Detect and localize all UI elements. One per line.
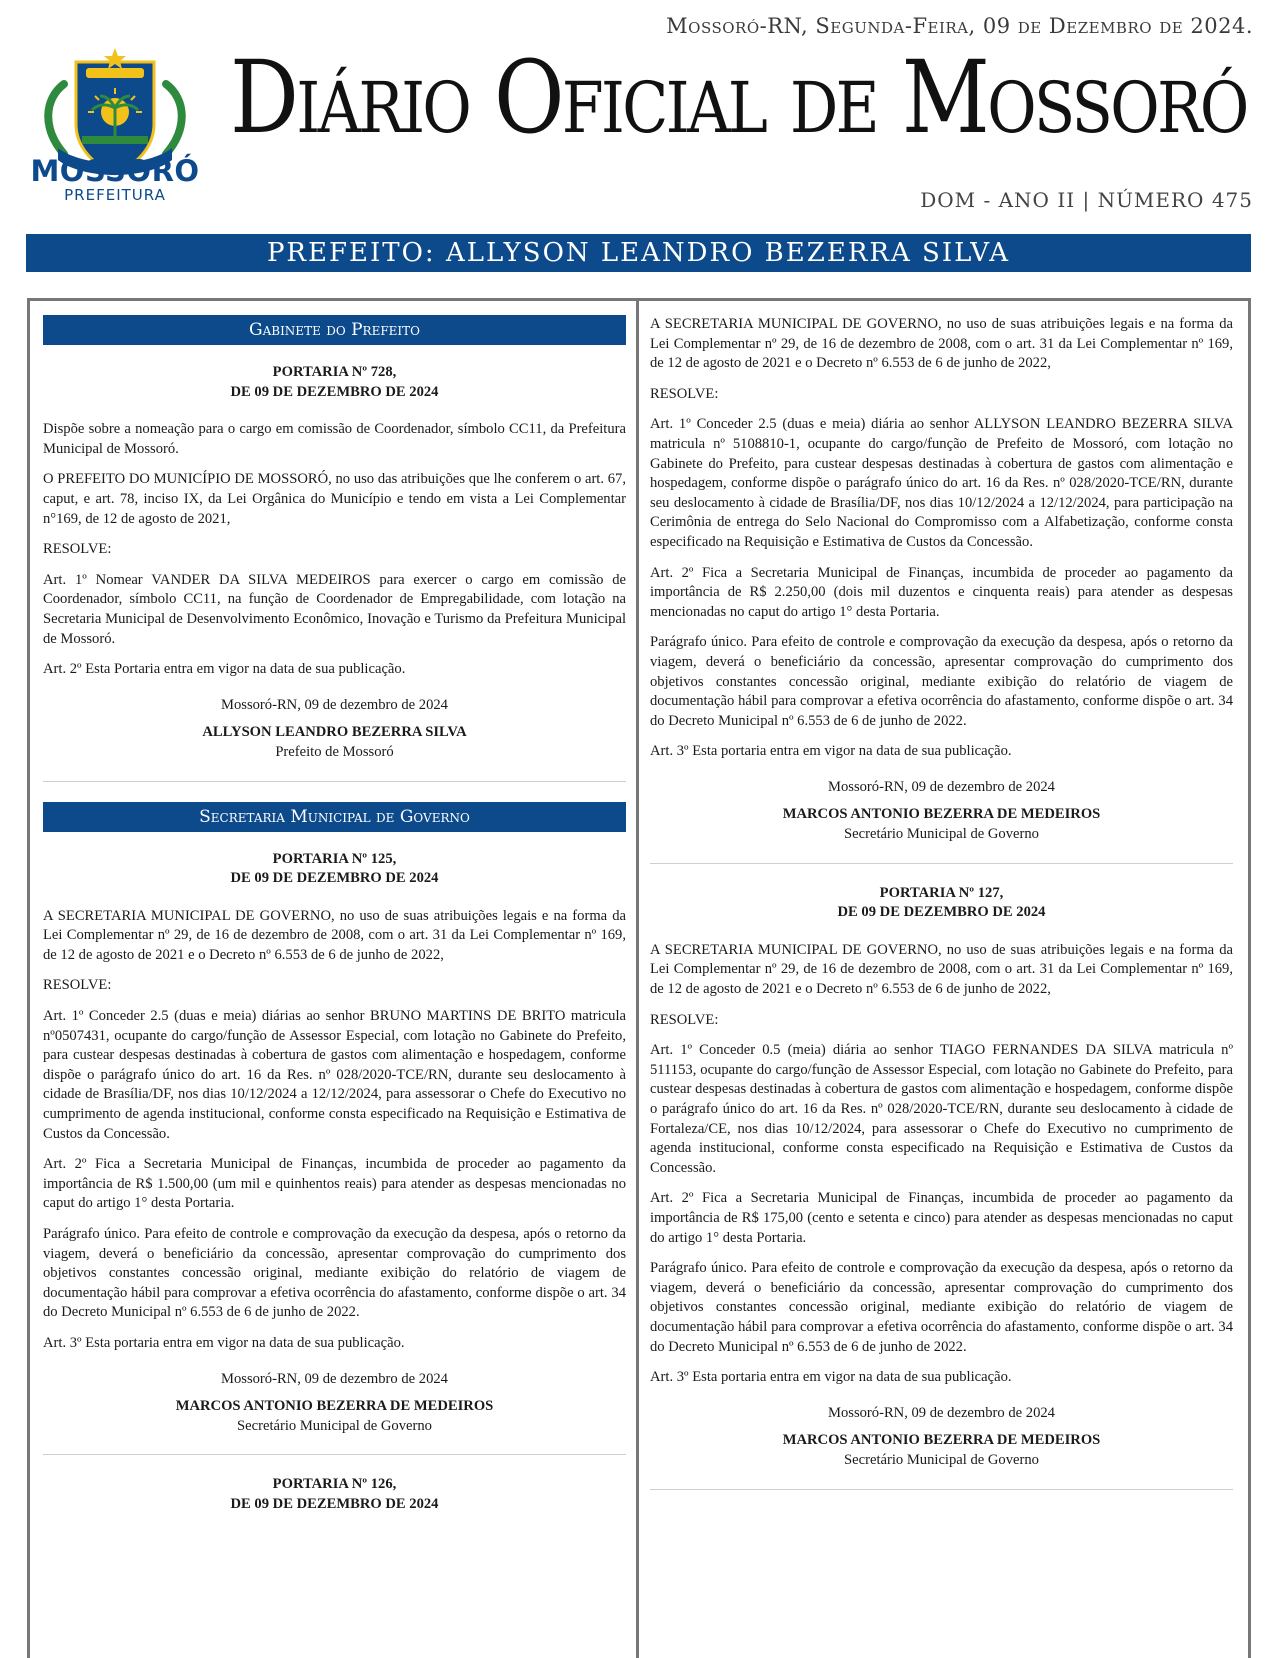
dateline: Mossoró-RN, Segunda-Feira, 09 de Dezembro de 2024.: [666, 14, 1253, 38]
resolve: RESOLVE:: [43, 977, 112, 994]
article-3: Art. 3º Esta portaria entra em vigor na data de sua publicação.: [650, 1369, 1012, 1386]
paragrafo-unico: Parágrafo único. Para efeito de controle e comprovação da execução da despesa, após o retorno da viagem, deverá o beneficiário da concessão, apresentar comprovação do cumprimento dos objetivos constantes concessão original, mediante exibição do relatório de viagem de documentação hábil para comprovar a efetiva ocorrência do afastamento, conforme dispõe o art. 34 do Decreto Municipal nº 6.553 de 6 de junho de 2022.: [650, 634, 1233, 729]
preamble: A SECRETARIA MUNICIPAL DE GOVERNO, no uso de suas atribuições legais e na forma da Lei Complementar nº 29, de 16 de dezembro de 2008, com o art. 31 da Lei Complementar nº 169, de 12 de agosto de 2021 e o Decreto nº 6.553 de 6 de junho de 2022,: [650, 941, 1233, 998]
signature-date: Mossoró-RN, 09 de dezembro de 2024: [221, 1370, 448, 1387]
portaria-title-line1: PORTARIA Nº 728,: [272, 364, 397, 380]
article-2: Art. 2º Fica a Secretaria Municipal de Finanças, incumbida de proceder ao pagamento da importância de R$ 2.250,00 (dois mil duzentos e cinquenta reais) para atender as despesas mencionadas no caput do artigo 1° desta Portaria.: [650, 564, 1233, 620]
signature-date: Mossoró-RN, 09 de dezembro de 2024: [828, 1404, 1055, 1421]
right-column: [650, 315, 1233, 1510]
signer-role: Prefeito de Mossoró: [275, 743, 394, 760]
issue-number: DOM - ANO II | NÚMERO 475: [920, 188, 1253, 212]
signer-role: Secretário Municipal de Governo: [844, 826, 1039, 843]
preamble: O PREFEITO DO MUNICÍPIO DE MOSSORÓ, no uso das atribuições que lhe conferem o art. 67, caput, e art. 78, inciso IX, da Lei Orgânica do Município e tendo em vista a Lei Complementar n°169, de 12 de agosto de 2021,: [43, 471, 626, 527]
portaria-127-title: [650, 884, 1233, 923]
paragrafo-unico: Parágrafo único. Para efeito de controle e comprovação da execução da despesa, após o retorno da viagem, deverá o beneficiário da concessão, apresentar comprovação do cumprimento dos objetivos constantes concessão original, mediante exibição do relatório de viagem de documentação hábil para comprovar a efetiva ocorrência do afastamento, conforme dispõe o art. 34 do Decreto Municipal nº 6.553 de 6 de junho de 2022.: [43, 1226, 626, 1321]
logo-subtitle: PREFEITURA: [64, 186, 166, 204]
portaria-title-line2: DE 09 DE DEZEMBRO DE 2024: [230, 870, 439, 887]
resolve: RESOLVE:: [650, 385, 719, 402]
logo-wordmark: MOSSORÓ: [30, 154, 200, 188]
article-1: Art. 1º Nomear VANDER DA SILVA MEDEIROS para exercer o cargo em comissão de Coordenador, símbolo CC11, na função de Coordenador de Empregabilidade, com lotação na Secretaria Municipal de Desenvolvimento Econômico, Inovação e Turismo da Prefeitura Municipal de Mossoró.: [43, 571, 626, 647]
portaria-title-line2: DE 09 DE DEZEMBRO DE 2024: [837, 904, 1046, 921]
article-3: Art. 3º Esta portaria entra em vigor na data de sua publicação.: [650, 743, 1012, 760]
left-column: [43, 315, 626, 1533]
resolve: RESOLVE:: [650, 1011, 719, 1028]
preamble: A SECRETARIA MUNICIPAL DE GOVERNO, no uso de suas atribuições legais e na forma da Lei Complementar nº 29, de 16 de dezembro de 2008, com o art. 31 da Lei Complementar nº 169, de 12 de agosto de 2021 e o Decreto nº 6.553 de 6 de junho de 2022,: [650, 316, 1233, 372]
article-1: Art. 1º Conceder 2.5 (duas e meia) diária ao senhor ALLYSON LEANDRO BEZERRA SILVA matricula nº 5108810-1, ocupante do cargo/função de Prefeito de Mossoró, com lotação no Gabinete do Prefeito, para custear despesas destinadas à cobertura de gastos com alimentação e hospedagem, conforme dispõe o parágrafo único do art. 16 da Res. nº 028/2020-TCE/RN, durante seu deslocamento à cidade de Brasília/DF, nos dias 10/12/2024 a 12/12/2024, para participação na Cerimônia de entrega do Selo Nacional do Compromisso com a Alfabetização, conforme consta especificado na Requisição e Estimativa de Custos da Concessão.: [650, 416, 1233, 550]
portaria-title-line1: PORTARIA Nº 126,: [272, 1476, 397, 1493]
summary: Dispõe sobre a nomeação para o cargo em comissão de Coordenador, símbolo CC11, da Prefeitura Municipal de Mossoró.: [43, 421, 626, 457]
article-2: Art. 2º Fica a Secretaria Municipal de Finanças, incumbida de proceder ao pagamento da importância de R$ 175,00 (cento e setenta e cinco) para atender as despesas mencionadas no caput do artigo 1° desta Portaria.: [650, 1190, 1233, 1246]
portaria-title-line2: DE 09 DE DEZEMBRO DE 2024: [230, 383, 439, 400]
portaria-title-line2: DE 09 DE DEZEMBRO DE 2024: [230, 1495, 439, 1512]
portaria-125-title: [43, 850, 626, 889]
article-1: Art. 1º Conceder 2.5 (duas e meia) diárias ao senhor BRUNO MARTINS DE BRITO matricula nº0507431, ocupante do cargo/função de Assessor Especial, com lotação no Gabinete do Prefeito, para custear despesas destinadas à cobertura de gastos com alimentação e hospedagem, conforme dispõe o parágrafo único do art. 16 da Res. nº 028/2020-TCE/RN, durante seu deslocamento à cidade de Brasília/DF, nos dias 10/12/2024 a 12/12/2024, para assessorar o Chefe do Executivo no cumprimento de agenda institucional, conforme consta especificado na Requisição e Estimativa de Custos da Concessão.: [43, 1008, 626, 1142]
signer-role: Secretário Municipal de Governo: [844, 1451, 1039, 1468]
article-3: Art. 3º Esta portaria entra em vigor na data de sua publicação.: [43, 1334, 405, 1351]
separator: [43, 1454, 626, 1455]
portaria-728-title: [43, 363, 626, 402]
signer-role: Secretário Municipal de Governo: [237, 1417, 432, 1434]
signer-name: ALLYSON LEANDRO BEZERRA SILVA: [202, 724, 467, 741]
separator: [650, 863, 1233, 864]
signer-name: MARCOS ANTONIO BEZERRA DE MEDEIROS: [782, 1432, 1101, 1449]
portaria-title-line1: PORTARIA Nº 127,: [879, 884, 1004, 901]
separator: [650, 1489, 1233, 1490]
article-1: Art. 1º Conceder 0.5 (meia) diária ao senhor TIAGO FERNANDES DA SILVA matricula nº 511153, ocupante do cargo/função de Assessor Especial, com lotação no Gabinete do Prefeito, para custear despesas destinadas à cobertura de gastos com alimentação e hospedagem, conforme dispõe o parágrafo único do art. 16 da Res. nº 028/2020-TCE/RN, durante seu deslocamento à cidade de Fortaleza/CE, nos dias 10/12/2024, para assessorar o Chefe do Executivo no cumprimento de agenda institucional, conforme consta especificado na Requisição e Estimativa de Custos da Concessão.: [650, 1042, 1233, 1176]
masthead-title: Diário Oficial de Mossoró: [230, 39, 1247, 156]
separator: [43, 781, 626, 782]
preamble: A SECRETARIA MUNICIPAL DE GOVERNO, no uso de suas atribuições legais e na forma da Lei Complementar nº 29, de 16 de dezembro de 2008, com o art. 31 da Lei Complementar nº 169, de 12 de agosto de 2021 e o Decreto nº 6.553 de 6 de junho de 2022,: [43, 907, 626, 963]
portaria-126-title: [43, 1475, 626, 1514]
paragrafo-unico: Parágrafo único. Para efeito de controle e comprovação da execução da despesa, após o retorno da viagem, deverá o beneficiário da concessão, apresentar comprovação do cumprimento dos objetivos constantes concessão original, mediante exibição do relatório de viagem de documentação hábil para comprovar a efetiva ocorrência do afastamento, conforme dispõe o art. 34 do Decreto Municipal nº 6.553 de 6 de junho de 2022.: [650, 1260, 1233, 1355]
portaria-title-line1: PORTARIA Nº 125,: [272, 850, 397, 867]
signature-date: Mossoró-RN, 09 de dezembro de 2024: [221, 696, 448, 713]
signer-name: MARCOS ANTONIO BEZERRA DE MEDEIROS: [175, 1398, 494, 1415]
section-header-governo: Secretaria Municipal de Governo: [43, 802, 626, 832]
mayor-banner: PREFEITO: ALLYSON LEANDRO BEZERRA SILVA: [26, 234, 1251, 272]
column-divider: [636, 298, 639, 1658]
section-header-gabinete: Gabinete do Prefeito: [43, 315, 626, 345]
signer-name: MARCOS ANTONIO BEZERRA DE MEDEIROS: [782, 806, 1101, 823]
article-2: Art. 2º Fica a Secretaria Municipal de Finanças, incumbida de proceder ao pagamento da importância de R$ 1.500,00 (um mil e quinhentos reais) para atender as despesas mencionadas no caput do artigo 1° desta Portaria.: [43, 1156, 626, 1212]
resolve: RESOLVE:: [43, 541, 112, 558]
article-2: Art. 2º Esta Portaria entra em vigor na data de sua publicação.: [43, 661, 406, 678]
signature-date: Mossoró-RN, 09 de dezembro de 2024: [828, 778, 1055, 795]
